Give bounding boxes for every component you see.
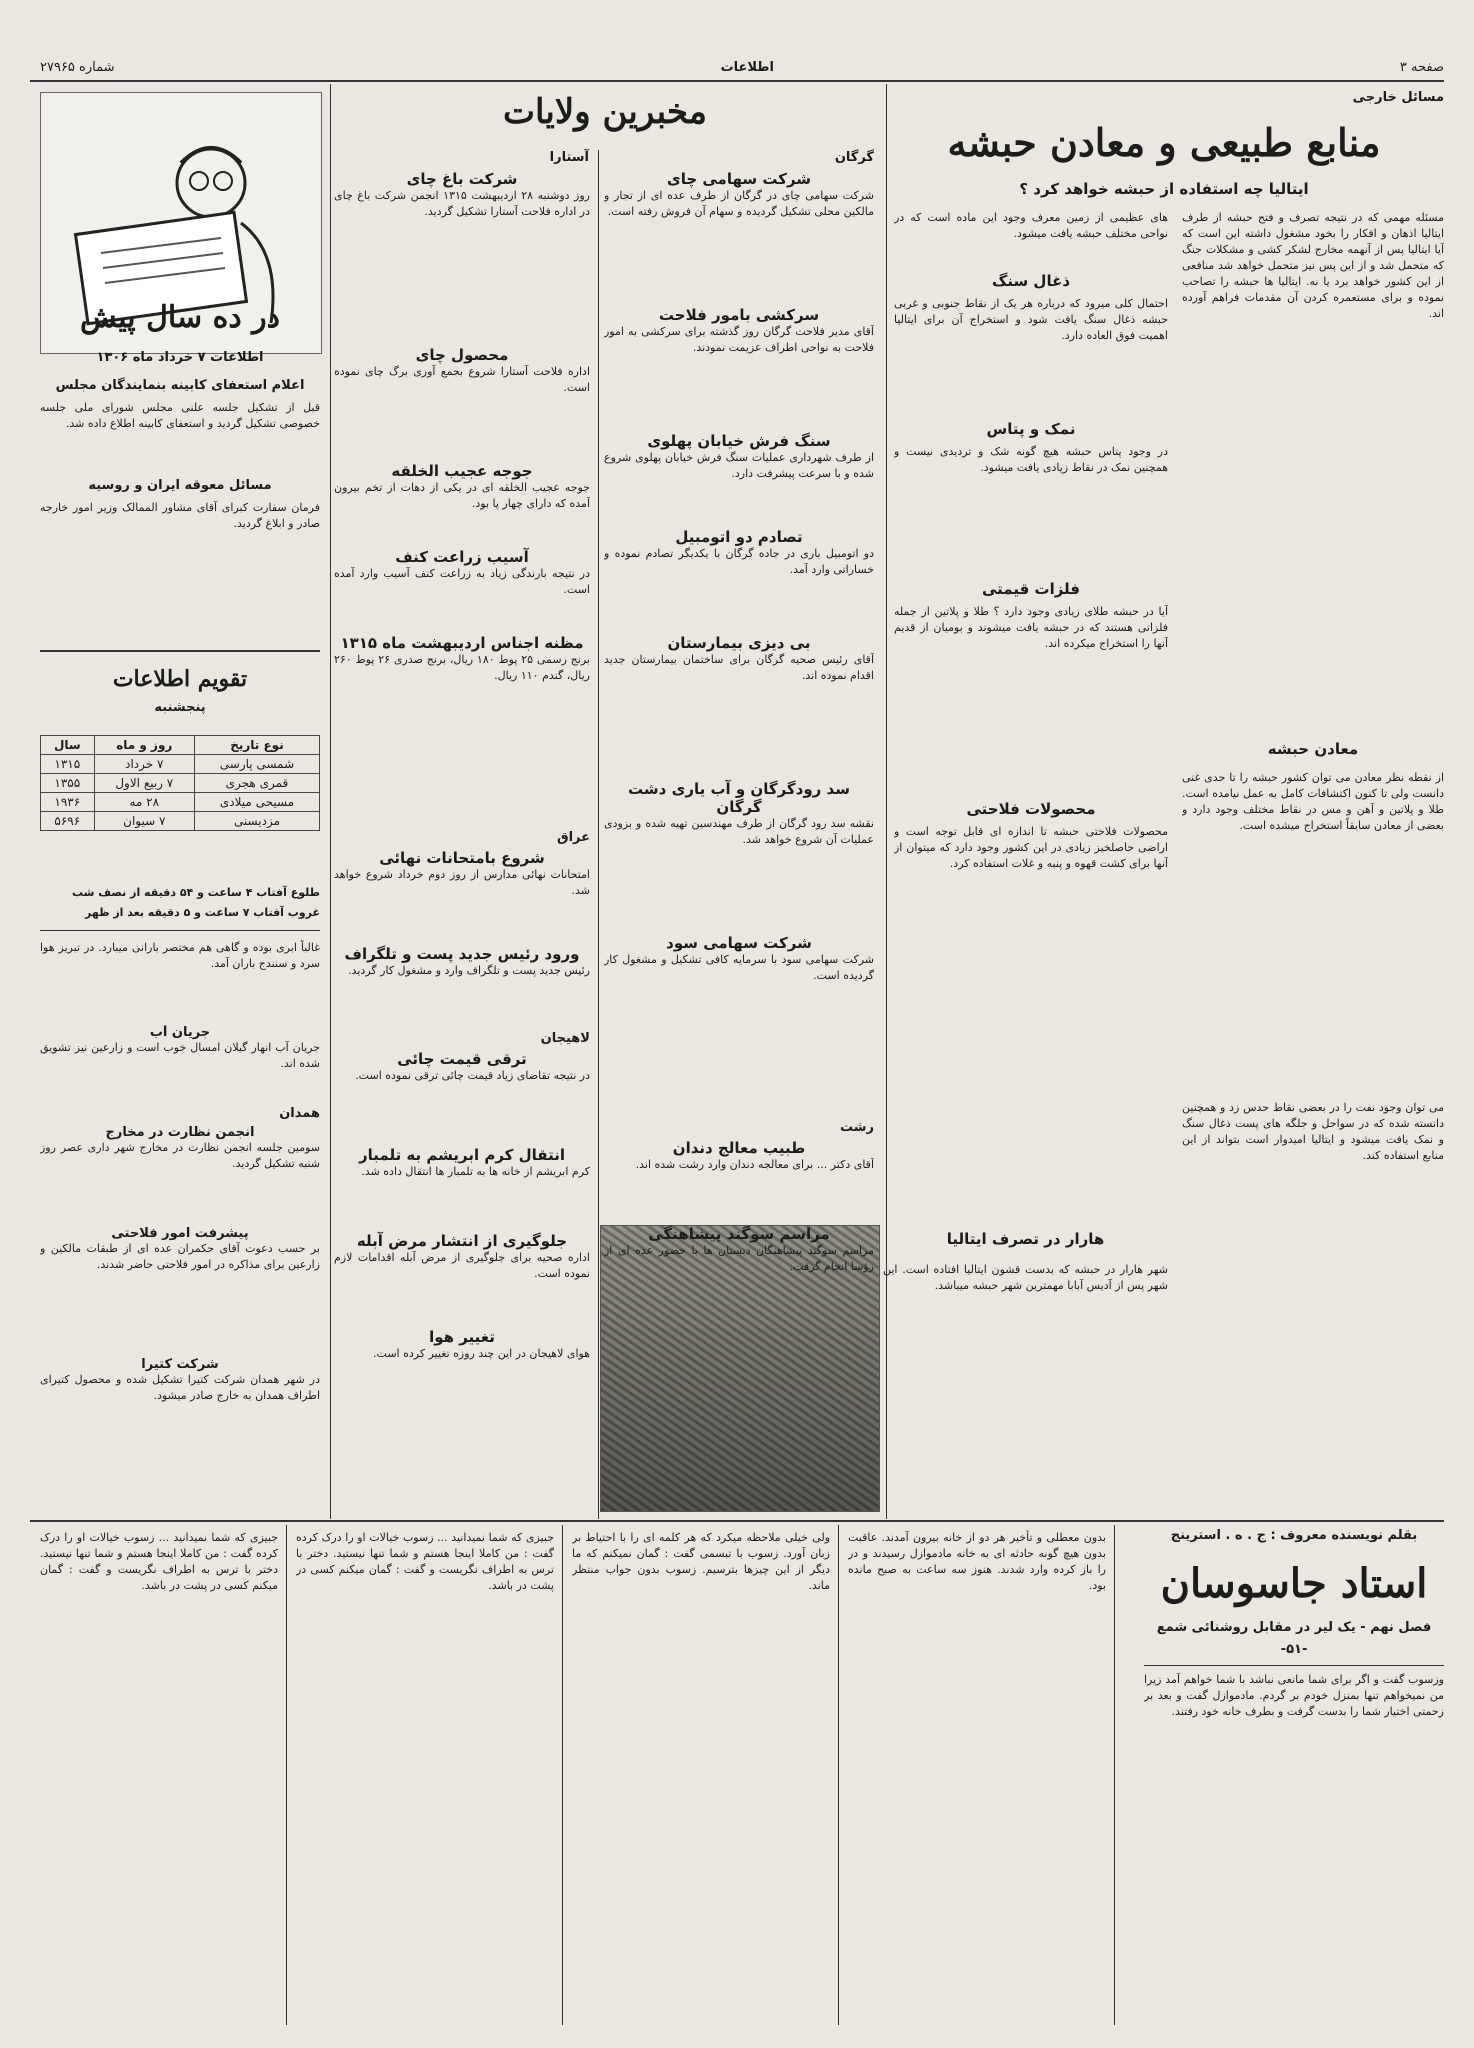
table-row bbox=[41, 812, 320, 831]
column-rule bbox=[598, 150, 599, 1519]
table-cell: مزدیسنی bbox=[194, 812, 319, 831]
news-heading: شرکت باغ چای bbox=[406, 170, 518, 188]
section-rule bbox=[40, 930, 320, 931]
news-heading: ورود رئیس جدید پست و تلگراف bbox=[344, 945, 580, 963]
city-rasht: رشت bbox=[839, 1120, 874, 1135]
news-text: آقای دکتر ... برای معالجه دندان وارد رشت شده اند. bbox=[635, 1158, 874, 1171]
news-text: شرکت سهامی چای در گرگان از طرف عده ای از تجار و مالکین محلی تشکیل گردیده و سهام آن فروش رفته است. bbox=[604, 189, 874, 218]
news-item bbox=[40, 1125, 320, 1220]
news-heading: جلوگیری از انتشار مرض آبله bbox=[356, 1232, 568, 1250]
article-title: منابع طبیعی و معادن حبشه bbox=[947, 120, 1381, 165]
left-news-list bbox=[40, 1025, 320, 1515]
section-label: مسائل خارجی bbox=[1352, 90, 1444, 105]
calendar-title: تقویم اطلاعات bbox=[112, 666, 248, 692]
news-text: از طرف شهرداری عملیات سنگ فرش خیابان پهلوی شروع شده و با سرعت پیشرفت دارد. bbox=[604, 451, 874, 480]
news-text: آقای رئیس صحیه گرگان برای ساختمان بیمارستان جدید اقدام نموده اند. bbox=[604, 653, 874, 682]
news-item bbox=[334, 346, 590, 454]
serial-title: استاد جاسوسان bbox=[1160, 1560, 1428, 1607]
subheading: نمک و پتاس bbox=[986, 420, 1076, 438]
news-item bbox=[334, 634, 590, 822]
news-text: قبل از تشکیل جلسه علنی مجلس شورای ملی جلسه خصوصی تشکیل گردید و استعفای کابینه اطلاع داده شد. bbox=[40, 401, 320, 430]
serial-text: وزسوب گفت و اگر برای شما مانعی نباشد با شما خواهم آمد زیرا من نمیخواهم تنها بمنزل خودم بر گردم. مادموازل گفت و بعد بر زحمتی اختیار شما را بدست گرفت و بطرف خانه خود رفتند. bbox=[1144, 1673, 1444, 1718]
table-header-row bbox=[41, 736, 320, 755]
news-item bbox=[604, 1139, 874, 1217]
news-heading: آسیب زراعت کنف bbox=[395, 548, 529, 566]
news-item bbox=[40, 1357, 320, 1472]
news-item bbox=[334, 548, 590, 626]
news-text: شرکت سهامی سود با سرمایه کافی تشکیل و مشغول کار گردیده است. bbox=[604, 953, 874, 982]
subheading: محصولات فلاحتی bbox=[966, 800, 1096, 818]
column-rule bbox=[562, 1525, 563, 2025]
city-arak: عراق bbox=[556, 830, 590, 845]
page-number: صفحه ۳ bbox=[1399, 60, 1444, 75]
news-item bbox=[604, 780, 874, 926]
news-heading: پیشرفت امور فلاحتی bbox=[111, 1226, 249, 1241]
weather-report: غالباً ابری بوده و گاهی هم مختصر بارانی میبارد. در تبریز هوا سرد و سنندج باران آمد. bbox=[40, 941, 320, 970]
paper-name: اطلاعات bbox=[720, 60, 774, 75]
table-cell: ۵۶۹۶ bbox=[41, 812, 95, 831]
news-text: فرمان سفارت کبرای آقای مشاور الممالک وزیر امور خارجه صادر و ابلاغ گردید. bbox=[40, 501, 320, 530]
article-body: آیا در حبشه طلای زیادی وجود دارد ؟ طلا و پلاتین از جمله فلزاتی هستند که در حبشه یافت میشوند و بومیان از قدیم آنها را استخراج میکرده اند. bbox=[894, 605, 1168, 650]
article-body: از نقطه نظر معادن می توان کشور حبشه را تا حدی غنی دانست ولی تا کنون اکتشافات کامل به عمل نیامده است. طلا و پلاتین و آهن و مس در نقاط مختلف وجود دارد و بعضی از معادن سابقاً استخراج میشده است. bbox=[1182, 771, 1444, 832]
subheading: ذغال سنگ bbox=[991, 272, 1071, 290]
news-heading: شرکت سهامی سود bbox=[666, 934, 812, 952]
serial-text: ولی خیلی ملاحظه میکرد که هر کلمه ای را با احتیاط بر زبان آورد. زسوب با تبسمی گفت : گمان نمیکنم که ما دیگر از این چیزها بترسیم. زسوب بدون جواب منتظر ماند. bbox=[572, 1531, 830, 1592]
news-heading: انجمن نظارت در مخارج bbox=[105, 1125, 255, 1140]
news-item bbox=[334, 1146, 590, 1224]
subheading: معادن حبشه bbox=[1267, 740, 1359, 758]
news-text: جوجه عجیب الخلقه ای در یکی از دهات از تخم بیرون آمده که دارای چهار پا بود. bbox=[334, 481, 590, 510]
article-subtitle: ایتالیا چه استفاده از حبشه خواهد کرد ؟ bbox=[1019, 180, 1309, 198]
news-text: برنج رسمی ۲۵ پوط ۱۸۰ ریال، برنج صدری ۲۶ پوط ۲۶۰ ریال، گندم ۱۱۰ ریال. bbox=[334, 653, 590, 682]
news-text: دو اتومبیل باری در جاده گرگان با یکدیگر تصادم نموده و خساراتی وارد آمد. bbox=[604, 547, 874, 576]
news-heading: شرکت کتیرا bbox=[141, 1357, 219, 1372]
article-body: های عظیمی از زمین معرف وجود این ماده است که در نواحی مختلف حبشه یافت میشود. bbox=[894, 211, 1168, 240]
news-item bbox=[604, 170, 874, 298]
news-text: در شهر همدان شرکت کتیرا تشکیل شده و محصول کتیرای اطراف همدان به خارج صادر میشود. bbox=[40, 1373, 320, 1402]
section-rule bbox=[40, 650, 320, 652]
news-text: در نتیجه تقاضای زیاد قیمت چائی ترقی نموده است. bbox=[355, 1069, 590, 1082]
news-item bbox=[604, 634, 874, 772]
news-text: آقای مدیر فلاحت گرگان روز گذشته برای سرکشی به امور فلاحت به نواحی اطراف عزیمت نمودند. bbox=[604, 325, 874, 354]
news-item bbox=[604, 528, 874, 626]
issue-number: شماره ۲۷۹۶۵ bbox=[40, 60, 115, 75]
serial-text: جبیزی که شما نمیدانید ... زسوب خیالات او را درک کرده گفت : من کاملا اینجا هستم و شما تنها نیستید. دختر با ترس به اطراف نگریست و گفت : گمان میکنم کسی در پشت در باشد. bbox=[40, 1531, 278, 1592]
news-text: اداره صحیه برای جلوگیری از مرض آبله اقدامات لازم نموده است. bbox=[334, 1251, 590, 1280]
column-header: روز و ماه bbox=[94, 736, 194, 755]
article-body: احتمال کلی میرود که درباره هر یک از نقاط جنوبی و غربی حبشه ذغال سنگ یافت شود و استخراج آن برای ایتالیا اهمیت فوق العاده دارد. bbox=[894, 297, 1168, 342]
news-text: روز دوشنبه ۲۸ اردیبهشت ۱۳۱۵ انجمن شرکت باغ چای در اداره فلاحت آستارا تشکیل گردید. bbox=[334, 189, 590, 218]
serial-chapter: فصل نهم - یک لیر در مقابل روشنائی شمع bbox=[1156, 1620, 1432, 1635]
news-text: در نتیجه بارندگی زیاد به زراعت کنف آسیب وارد آمده است. bbox=[334, 567, 590, 596]
article-body: محصولات فلاحتی حبشه تا اندازه ای قابل توجه است و اراضی حاصلخیز زیادی در این کشور وجود دارد که میتوان از آنها برای کشت قهوه و پنبه و غلات استفاده کرد. bbox=[894, 825, 1168, 870]
news-item bbox=[334, 462, 590, 540]
news-text: امتحانات نهائی مدارس از روز دوم خرداد شروع خواهد شد. bbox=[334, 868, 590, 897]
bottom-section-rule bbox=[30, 1520, 1444, 1522]
table-row bbox=[41, 774, 320, 793]
serial-number: -۵۱- bbox=[1280, 1642, 1308, 1657]
table-cell: ۱۳۵۵ bbox=[41, 774, 95, 793]
news-item bbox=[334, 1050, 590, 1138]
provinces-column-b bbox=[334, 170, 590, 1515]
news-text: جریان آب انهار گیلان امسال خوب است و زارعین نیز تشویق شده اند. bbox=[40, 1041, 320, 1070]
city-astara: آستارا bbox=[549, 150, 589, 165]
city-hamadan: همدان bbox=[279, 1106, 320, 1121]
table-cell: ۲۸ مه bbox=[94, 793, 194, 812]
news-item bbox=[604, 934, 874, 1112]
serial-author: بقلم نویسنده معروف : ج . ه . استرینج bbox=[1170, 1528, 1418, 1543]
news-text: مراسم سوگند پیشاهنگان دبستان ها با حضور عده ای از رؤسا انجام گرفت. bbox=[604, 1244, 874, 1273]
news-heading: اعلام استعفای کابینه بنمایندگان مجلس bbox=[55, 378, 305, 393]
serial-text: بدون معطلی و تأخیر هر دو از خانه بیرون آمدند. عاقبت بدون هیچ گونه حادثه ای به خانه مادموازل رسیدند و در را باز کرده وارد شدند. هنوز سه ساعت به صبح مانده بود. bbox=[848, 1531, 1106, 1592]
sunset-time: غروب آفتاب ۷ ساعت و ۵ دقیقه بعد از ظهر bbox=[85, 906, 320, 919]
news-heading: طبیب معالج دندان bbox=[672, 1139, 806, 1157]
subheading: فلزات قیمتی bbox=[981, 580, 1080, 598]
news-heading: جوجه عجیب الخلقه bbox=[391, 462, 533, 480]
news-heading: شروع بامتحانات نهائی bbox=[379, 849, 545, 867]
table-row bbox=[41, 793, 320, 812]
provinces-title: مخبرین ولایات bbox=[503, 92, 707, 132]
ten-years-ago-title: در ده سال پیش bbox=[80, 300, 280, 335]
article-body: در وجود پتاس حبشه هیچ گونه شک و تردیدی نیست و همچنین نمک در نقاط زیادی یافت میشود. bbox=[894, 445, 1168, 474]
city-lahijan: لاهیجان bbox=[540, 1031, 590, 1046]
news-item bbox=[40, 1025, 320, 1100]
column-rule bbox=[838, 1525, 839, 2025]
provinces-column-a bbox=[604, 170, 874, 1515]
news-heading: مظنه اجناس اردیبهشت ماه ۱۳۱۵ bbox=[340, 634, 584, 652]
photo-caption: هارار در تصرف ایتالیا bbox=[946, 1230, 1105, 1248]
table-cell: قمری هجری bbox=[194, 774, 319, 793]
news-heading: مراسم سوگند پیشاهنگی bbox=[648, 1225, 830, 1243]
news-item bbox=[604, 432, 874, 520]
table-cell: ۷ ربیع الاول bbox=[94, 774, 194, 793]
calendar-table-wrap bbox=[40, 735, 320, 831]
news-heading: تصادم دو اتومبیل bbox=[675, 528, 803, 546]
column-rule bbox=[330, 84, 331, 1519]
table-cell: مسیحی میلادی bbox=[194, 793, 319, 812]
news-text: نقشه سد رود گرگان از طرف مهندسین تهیه شده و بزودی عملیات آن شروع خواهد شد. bbox=[604, 817, 874, 846]
news-heading: سد رودگرگان و آب یاری دشت گرگان bbox=[628, 780, 850, 816]
news-item bbox=[334, 1328, 590, 1386]
news-text: هوای لاهیجان در این چند روزه تغییر کرده است. bbox=[373, 1347, 590, 1360]
news-heading: ترقی قیمت چائی bbox=[397, 1050, 527, 1068]
news-item bbox=[334, 170, 590, 338]
news-item bbox=[604, 1225, 874, 1383]
news-item bbox=[334, 945, 590, 1023]
calendar-table bbox=[40, 735, 320, 831]
column-rule bbox=[1114, 1525, 1115, 2025]
news-heading: شرکت سهامی چای bbox=[666, 170, 812, 188]
news-heading: سرکشی بامور فلاحت bbox=[658, 306, 820, 324]
table-cell: ۷ خرداد bbox=[94, 755, 194, 774]
news-heading: مسائل معوقه ایران و روسیه bbox=[88, 478, 272, 493]
column-rule bbox=[286, 1525, 287, 2025]
news-heading: سنگ فرش خیابان پهلوی bbox=[647, 432, 831, 450]
news-heading: تغییر هوا bbox=[429, 1328, 495, 1346]
table-cell: شمسی پارسی bbox=[194, 755, 319, 774]
news-item bbox=[334, 849, 590, 937]
news-heading: بی دیزی بیمارستان bbox=[667, 634, 811, 652]
news-text: اداره فلاحت آستارا شروع بجمع آوری برگ چای نموده است. bbox=[334, 365, 590, 394]
news-item bbox=[604, 306, 874, 424]
city-gorgan: گرگان bbox=[834, 150, 874, 165]
news-text: سومین جلسه انجمن نظارت در مخارج شهر داری عصر روز شنبه تشکیل گردید. bbox=[40, 1141, 320, 1170]
table-row bbox=[41, 755, 320, 774]
news-text: رئیس جدید پست و تلگراف وارد و مشغول کار گردید. bbox=[348, 964, 590, 977]
article-body: می توان وجود نفت را در بعضی نقاط حدس زد و همچنین دانسته شده که در سواحل و جلگه های پست ذغال سنگ و نمک یافت میشود و ایتالیا امیدوار است بتواند از این منابع استفاده کند. bbox=[1182, 1101, 1444, 1162]
news-heading: انتقال کرم ابریشم به تلمبار bbox=[359, 1146, 565, 1164]
calendar-day: پنجشنبه bbox=[154, 700, 206, 715]
column-header: سال bbox=[41, 736, 95, 755]
news-text: کرم ابریشم از خانه ها به تلمبار ها انتقال داده شد. bbox=[361, 1165, 590, 1178]
table-cell: ۱۳۱۵ bbox=[41, 755, 95, 774]
news-heading: محصول چای bbox=[415, 346, 509, 364]
serial-text: جبیزی که شما نمیدانید ... زسوب خیالات او را درک کرده گفت : من کاملا اینجا هستم و شما تنها نیستید. دختر با ترس به اطراف نگریست و گفت : گمان میکنم کسی در پشت در باشد. bbox=[296, 1531, 554, 1592]
news-heading: جریان آب bbox=[149, 1025, 211, 1040]
table-cell: ۷ سیوان bbox=[94, 812, 194, 831]
ten-years-ago-date: اطلاعات ۷ خرداد ماه ۱۳۰۶ bbox=[96, 350, 264, 365]
news-text: بر حسب دعوت آقای حکمران عده ای از طبقات مالکین و زارعین برای مذاکره در امور فلاحتی حاضر شدند. bbox=[40, 1242, 320, 1271]
sunrise-time: طلوع آفتاب ۴ ساعت و ۵۴ دقیقه از نصف شب bbox=[71, 886, 320, 899]
photo-text: شهر هارار در حبشه که بدست قشون ایتالیا افتاده است. این شهر پس از آدیس آبابا مهمترین شهر حبشه میباشد. bbox=[883, 1263, 1168, 1292]
header-rule bbox=[30, 80, 1444, 82]
table-cell: ۱۹۳۶ bbox=[41, 793, 95, 812]
column-header: نوع تاریخ bbox=[194, 736, 319, 755]
serial-rule bbox=[1144, 1665, 1444, 1666]
news-item bbox=[334, 1232, 590, 1320]
article-body: مسئله مهمی که در نتیجه تصرف و فتح حبشه از طرف ایتالیا اذهان و افکار را بخود مشغول داشته این است که آیا ایتالیا پس از آنهمه مخارج لشکر کشی و مشکلات جنگ که متحمل شد و از این پس نیز متحمل خواهد شد منافعی از این کشور خواهد برد یا نه. ایتالیا ها حبشه را تصاحب نموده و برای مستعمره کردن آن مقدمات فراهم آورده اند. bbox=[1182, 211, 1444, 320]
news-item bbox=[40, 1226, 320, 1351]
